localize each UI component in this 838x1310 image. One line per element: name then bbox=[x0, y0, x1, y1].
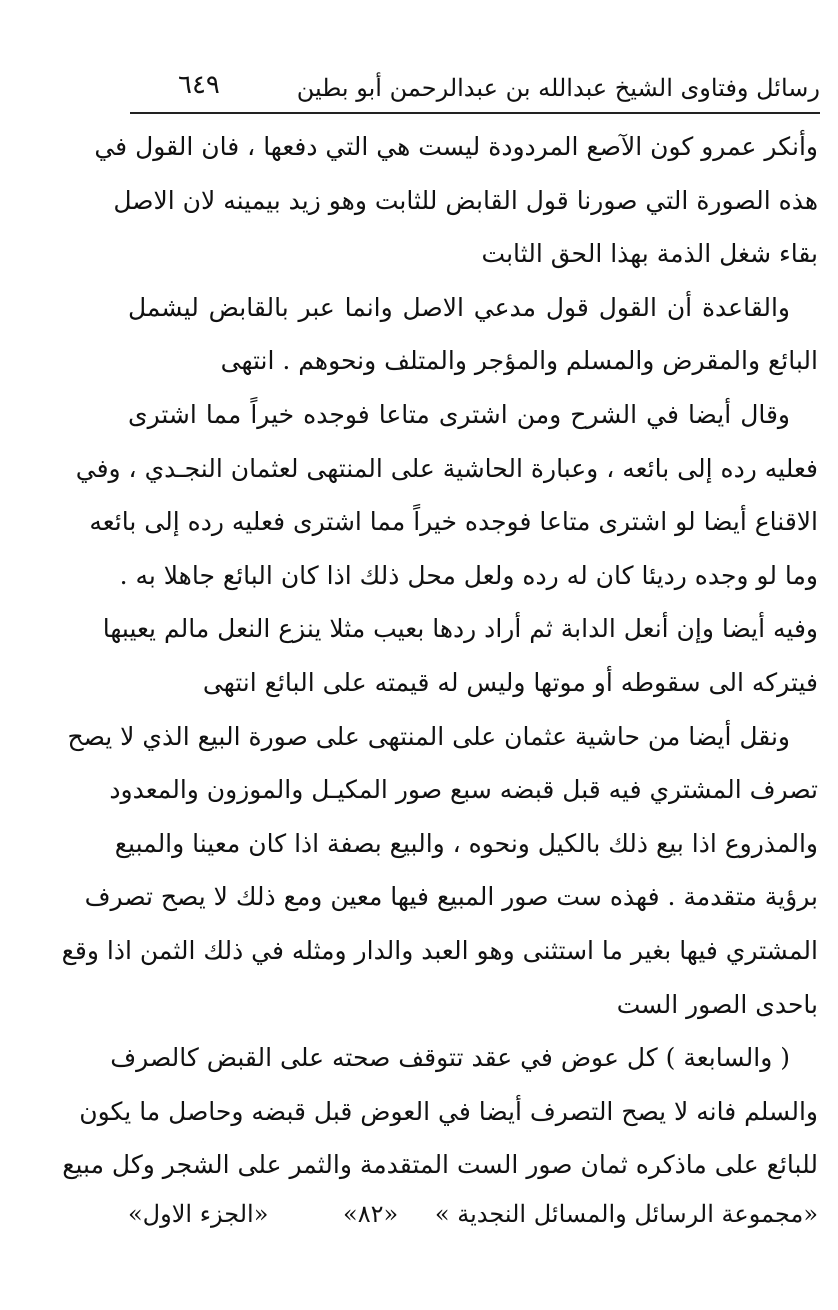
text-line: ونقل أيضا من حاشية عثمان على المنتهى على صورة البيع الذي لا يصح bbox=[67, 721, 790, 751]
text-line: فيتركه الى سقوطه أو موتها وليس له قيمته على البائع انتهى bbox=[202, 667, 818, 697]
text-line: للبائع على ماذكره ثمان صور الست المتقدمة والثمر على الشجر وكل مبيع bbox=[62, 1150, 818, 1180]
footer-series-title: «مجموعة الرسائل والمسائل النجدية » bbox=[434, 1200, 818, 1228]
text-line: وفيه أيضا وإن أنعل الدابة ثم أراد ردها بعيب مثلا ينزع النعل مالم يعيبها bbox=[102, 614, 818, 644]
running-footer bbox=[128, 1200, 818, 1244]
text-line: باحدى الصور الست bbox=[616, 989, 818, 1019]
text-line: المشتري فيها بغير ما استثنى وهو العبد والدار ومثله في ذلك الثمن اذا وقع bbox=[61, 935, 818, 965]
text-line: ( والسابعة ) كل عوض في عقد تتوقف صحته على القبض كالصرف bbox=[110, 1043, 790, 1073]
header-page-number: ٦٤٩ bbox=[178, 70, 220, 100]
header-rule bbox=[130, 112, 820, 114]
text-line: الاقناع أيضا لو اشترى متاعا فوجده خيراً مما اشترى فعليه رده إلى بائعه bbox=[89, 507, 818, 537]
running-header bbox=[130, 68, 820, 108]
footer-volume: «الجزء الاول» bbox=[128, 1200, 269, 1228]
body-text bbox=[61, 120, 818, 1192]
footer-page-number: «٨٢» bbox=[343, 1200, 399, 1228]
text-line: تصرف المشتري فيه قبل قبضه سبع صور المكيـل والموزون والمعدود bbox=[109, 775, 818, 805]
text-line: هذه الصورة التي صورنا قول القابض للثابت وهو زيد بيمينه لان الاصل bbox=[113, 185, 818, 215]
text-line: وأنكر عمرو كون الآصع المردودة ليست هي التي دفعها ، فان القول في bbox=[94, 132, 818, 161]
text-line: والسلم فانه لا يصح التصرف أيضا في العوض قبل قبضه وحاصل ما يكون bbox=[79, 1096, 818, 1126]
text-line: بقاء شغل الذمة بهذا الحق الثابت bbox=[481, 239, 818, 269]
text-line: والمذروع اذا بيع ذلك بالكيل ونحوه ، والبيع بصفة اذا كان معينا والمبيع bbox=[114, 828, 818, 858]
text-line: برؤية متقدمة . فهذه ست صور المبيع فيها معين ومع ذلك لا يصح تصرف bbox=[84, 882, 818, 912]
header-title: رسائل وفتاوى الشيخ عبدالله بن عبدالرحمن أبو بطين bbox=[296, 74, 820, 102]
text-line: وقال أيضا في الشرح ومن اشترى متاعا فوجده خيراً مما اشترى bbox=[128, 399, 790, 429]
text-line: وما لو وجده رديئا كان له رده ولعل محل ذلك اذا كان البائع جاهلا به . bbox=[119, 560, 818, 590]
text-line: فعليه رده إلى بائعه ، وعبارة الحاشية على المنتهى لعثمان النجـدي ، وفي bbox=[75, 453, 818, 483]
text-line: والقاعدة أن القول قول مدعي الاصل وانما عبر بالقابض ليشمل bbox=[128, 292, 790, 322]
text-line: البائع والمقرض والمسلم والمؤجر والمتلف ونحوهم . انتهى bbox=[220, 346, 818, 376]
